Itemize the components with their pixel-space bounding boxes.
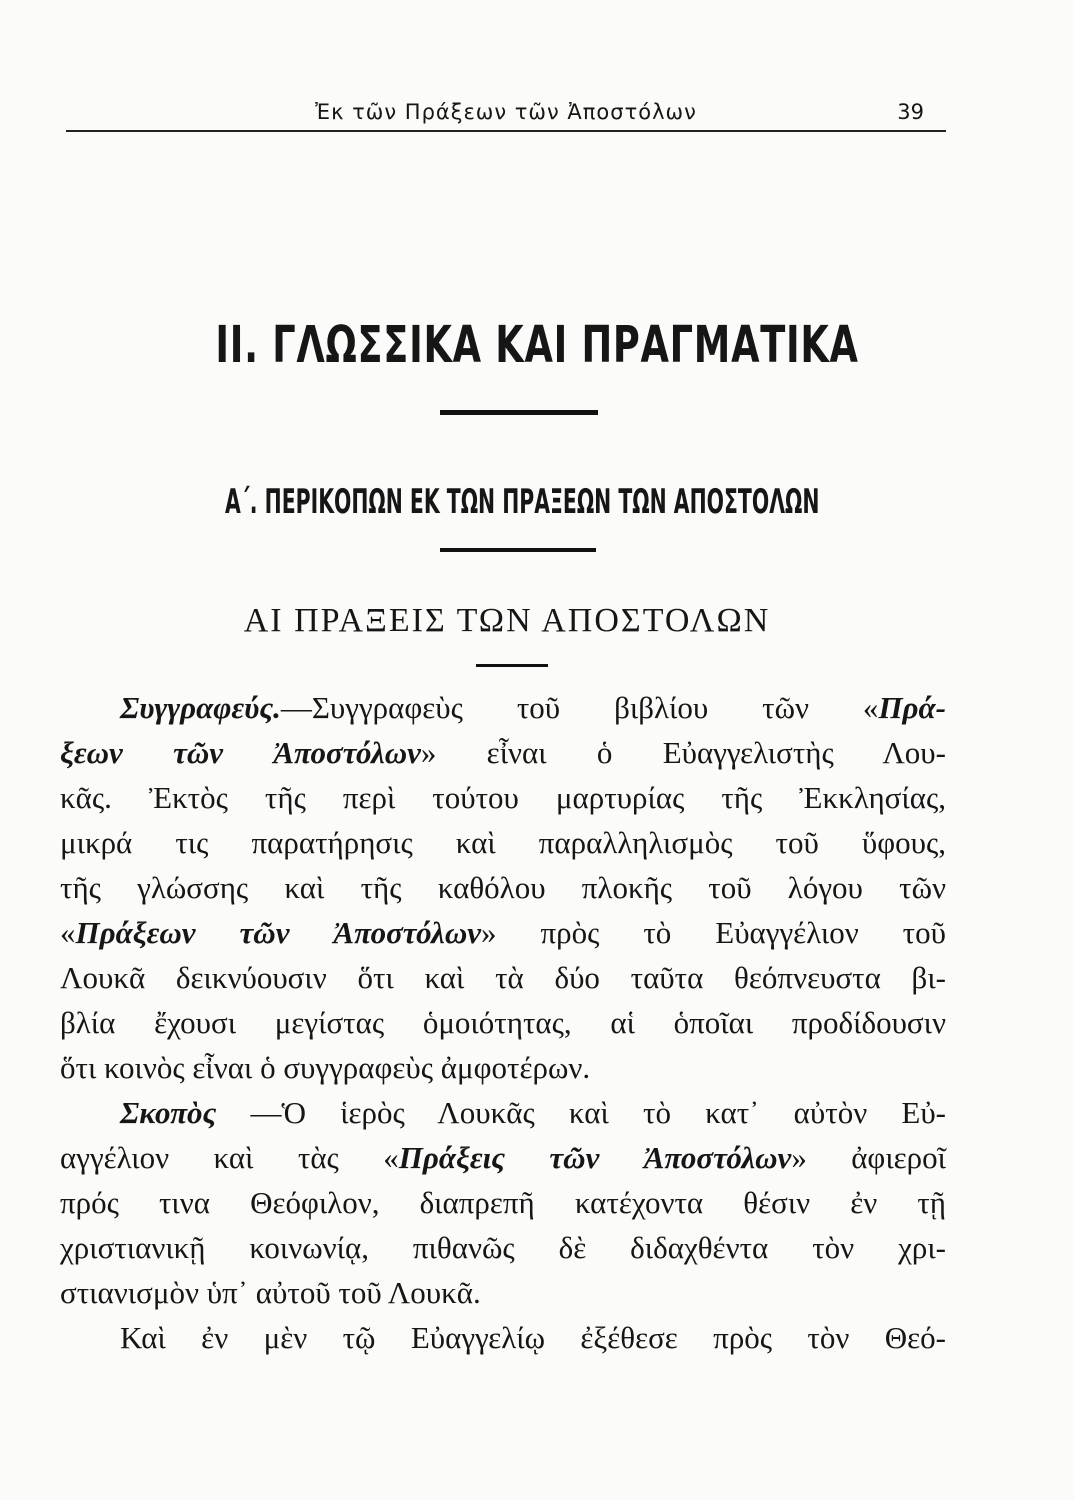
text-span: » ἀφιεροῖ: [791, 1140, 946, 1175]
book-title-em: Πράξεων τῶν Ἀποστόλων: [75, 915, 481, 950]
chapter-title-rule: [476, 664, 548, 667]
text-line: κᾶς. Ἐκτὸς τῆς περὶ τούτου μαρτυρίας τῆς Ἐκκλησίας,: [60, 780, 946, 815]
text-line: στιανισμὸν ὑπ᾿ αὐτοῦ τοῦ Λουκᾶ.: [60, 1275, 481, 1310]
text-line: [60, 730, 946, 775]
heading-author: Συγγραφεύς.: [120, 690, 281, 725]
text-line: βλία ἔχουσι μεγίστας ὁμοιότητας, αἱ ὁποῖαι προδίδουσιν: [60, 1005, 946, 1040]
text-span: —Ὁ ἱερὸς Λουκᾶς καὶ τὸ κατ᾿ αὐτὸν Εὐ-: [216, 1095, 946, 1130]
text-line: [60, 1090, 946, 1135]
text-span: «: [60, 915, 76, 950]
book-title-em: Πράξεις τῶν Ἀποστόλων: [398, 1140, 792, 1175]
text-span: » πρὸς τὸ Εὐαγγέλιον τοῦ: [481, 915, 946, 950]
section-title: Α΄. ΠΕΡΙΚΟΠΩΝ ΕΚ ΤΩΝ ΠΡΑΞΕΩΝ ΤΩΝ ΑΠΟΣΤΟΛΩΝ: [224, 482, 820, 522]
running-head: [66, 98, 946, 132]
text-line: πρός τινα Θεόφιλον, διαπρεπῆ κατέχοντα θέσιν ἐν τῇ: [60, 1185, 946, 1220]
heading-purpose: Σκοπὸς: [120, 1095, 217, 1130]
text-line: [60, 685, 946, 730]
text-line: μικρά τις παρατήρησις καὶ παραλληλισμὸς τοῦ ὕφους,: [60, 825, 946, 860]
text-line: τῆς γλώσσης καὶ τῆς καθόλου πλοκῆς τοῦ λόγου τῶν: [60, 870, 946, 905]
text-line: ὅτι κοινὸς εἶναι ὁ συγγραφεὺς ἀμφοτέρων.: [60, 1050, 591, 1085]
text-line: χριστιανικῇ κοινωνίᾳ, πιθανῶς δὲ διδαχθέντα τὸν χρι-: [60, 1230, 946, 1265]
part-title-rule: [440, 410, 598, 415]
text-line: [60, 1135, 946, 1180]
text-span: » εἶναι ὁ Εὐαγγελιστὴς Λου-: [420, 735, 946, 770]
text-span: —Συγγραφεὺς τοῦ βιβλίου τῶν «: [280, 690, 879, 725]
running-title: Ἐκ τῶν Πράξεων τῶν Ἀποστόλων: [315, 100, 697, 124]
body-text: [60, 685, 946, 1360]
text-span: αγγέλιον καὶ τὰς «: [60, 1140, 399, 1175]
part-title: ΙΙ. ΓΛΩΣΣΙΚΑ ΚΑΙ ΠΡΑΓΜΑΤΙΚΑ: [215, 316, 859, 375]
section-title-rule: [440, 548, 596, 552]
text-line: Λουκᾶ δεικνύουσιν ὅτι καὶ τὰ δύο ταῦτα θεόπνευστα βι-: [60, 960, 946, 995]
text-line: Καὶ ἐν μὲν τῷ Εὐαγγελίῳ ἐξέθεσε πρὸς τὸν Θεό-: [120, 1320, 946, 1355]
chapter-title: ΑΙ ΠΡΑΞΕΙΣ ΤΩΝ ΑΠΟΣΤΟΛΩΝ: [243, 602, 771, 639]
page-number: 39: [897, 100, 924, 124]
book-title-em: ξεων τῶν Ἀποστόλων: [60, 735, 421, 770]
book-title-em: Πρά-: [878, 690, 946, 725]
text-line: [60, 910, 946, 955]
